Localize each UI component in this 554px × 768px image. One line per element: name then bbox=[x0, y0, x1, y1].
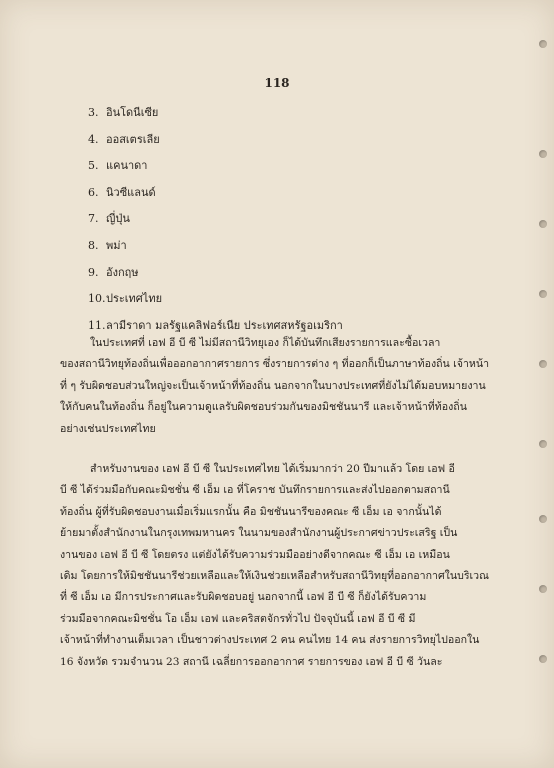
list-text: พม่า bbox=[106, 238, 127, 252]
text-line: ร่วมมือจากคณะมิชชั่น โอ เอ็ม เอฟ และคริสตจักรทั่วไป ปัจจุบันนี้ เอฟ อี บี ซี มี bbox=[60, 612, 416, 625]
text-line: ของสถานีวิทยุท้องถิ่นเพื่อออกอากาศรายการ ซึ่งรายการต่าง ๆ ที่ออกก็เป็นภาษาท้องถิ่น เจ้าหน้า bbox=[60, 358, 490, 371]
list-text: ลามีราดา มลรัฐแคลิฟอร์เนีย ประเทศสหรัฐอเมริกา bbox=[106, 318, 343, 332]
paragraph-1 bbox=[60, 333, 490, 440]
list-number: 5. bbox=[88, 159, 99, 173]
text-line: บี ซี ได้ร่วมมือกับคณะมิชชั่น ซี เอ็ม เอ ที่โคราช บันทึกรายการและส่งไปออกตามสถานี bbox=[60, 484, 450, 497]
list-item bbox=[88, 130, 343, 157]
paragraph-2 bbox=[60, 459, 490, 673]
text-line: ให้กับคนในท้องถิ่น ก็อยู่ในความดูแลรับผิดชอบร่วมกันของมิชชันนารี และเจ้าหน้าที่ท้องถิ่น bbox=[60, 401, 467, 414]
list-number: 6. bbox=[88, 185, 99, 199]
binder-hole-mark bbox=[539, 220, 547, 228]
page-number: 118 bbox=[264, 76, 290, 90]
list-number: 10. bbox=[88, 292, 106, 306]
binder-hole-mark bbox=[539, 515, 547, 523]
text-line: งานของ เอฟ อี บี ซี โดยตรง แต่ยังได้รับความร่วมมืออย่างดีจากคณะ ซี เอ็ม เอ เหมือน bbox=[60, 548, 450, 561]
binder-hole-mark bbox=[539, 290, 547, 298]
country-list bbox=[88, 103, 343, 342]
text-line: ท้องถิ่น ผู้ที่รับผิดชอบงานเมื่อเริ่มแรกนั้น คือ มิชชันนารีของคณะ ซี เอ็ม เอ จากนั้นได้ bbox=[60, 505, 442, 518]
list-text: แคนาดา bbox=[106, 159, 148, 173]
binder-hole-mark bbox=[539, 40, 547, 48]
list-text: ประเทศไทย bbox=[106, 292, 163, 306]
list-text: นิวซีแลนด์ bbox=[106, 185, 156, 199]
list-item bbox=[88, 263, 343, 290]
list-item bbox=[88, 156, 343, 183]
list-number: 7. bbox=[88, 212, 99, 226]
list-number: 4. bbox=[88, 132, 99, 146]
list-number: 11. bbox=[88, 318, 106, 332]
binder-hole-mark bbox=[539, 585, 547, 593]
text-line: เจ้าหน้าที่ทำงานเต็มเวลา เป็นชาวต่างประเทศ 2 คน คนไทย 14 คน ส่งรายการวิทยุไปออกใน bbox=[60, 634, 480, 647]
list-number: 8. bbox=[88, 238, 99, 252]
text-line: ที่ ๆ รับผิดชอบส่วนใหญ่จะเป็นเจ้าหน้าที่ท้องถิ่น นอกจากในบางประเทศที่ยังไม่ได้มอบหมายงาน bbox=[60, 379, 486, 392]
binder-hole-mark bbox=[539, 440, 547, 448]
list-number: 9. bbox=[88, 265, 99, 279]
text-line: ที่ ซี เอ็ม เอ มีการประกาศและรับผิดชอบอยู่ นอกจากนี้ เอฟ อี บี ซี ก็ยังได้รับความ bbox=[60, 591, 427, 604]
binder-hole-mark bbox=[539, 150, 547, 158]
list-text: ญี่ปุ่น bbox=[106, 212, 130, 226]
text-line: อย่างเช่นประเทศไทย bbox=[60, 422, 156, 435]
list-item bbox=[88, 103, 343, 130]
text-line: เดิม โดยการให้มิชชันนารีช่วยเหลือและให้เงินช่วยเหลือสำหรับสถานีวิทยุที่ออกอากาศในบริเวณ bbox=[60, 570, 489, 583]
list-text: อินโดนีเซีย bbox=[106, 106, 159, 119]
list-number: 3. bbox=[88, 106, 99, 119]
text-line: ย้ายมาตั้งสำนักงานในกรุงเทพมหานคร ในนามของสำนักงานผู้ประกาศข่าวประเสริฐ เป็น bbox=[60, 527, 458, 540]
list-item bbox=[88, 209, 343, 236]
list-item bbox=[88, 289, 343, 316]
list-item bbox=[88, 183, 343, 210]
list-item bbox=[88, 236, 343, 263]
text-line: สำหรับงานของ เอฟ อี บี ซี ในประเทศไทย ได้เริ่มมากว่า 20 ปีมาแล้ว โดย เอฟ อี bbox=[90, 463, 455, 475]
list-text: ออสเตรเลีย bbox=[106, 132, 160, 146]
text-line: ในประเทศที่ เอฟ อี บี ซี ไม่มีสถานีวิทยุเอง ก็ได้บันทึกเสียงรายการและซื้อเวลา bbox=[90, 337, 441, 349]
text-line: 16 จังหวัด รวมจำนวน 23 สถานี เฉลี่ยการออกอากาศ รายการของ เอฟ อี บี ซี วันละ bbox=[60, 655, 443, 668]
binder-hole-mark bbox=[539, 655, 547, 663]
binder-hole-mark bbox=[539, 360, 547, 368]
list-text: อังกฤษ bbox=[106, 265, 139, 279]
